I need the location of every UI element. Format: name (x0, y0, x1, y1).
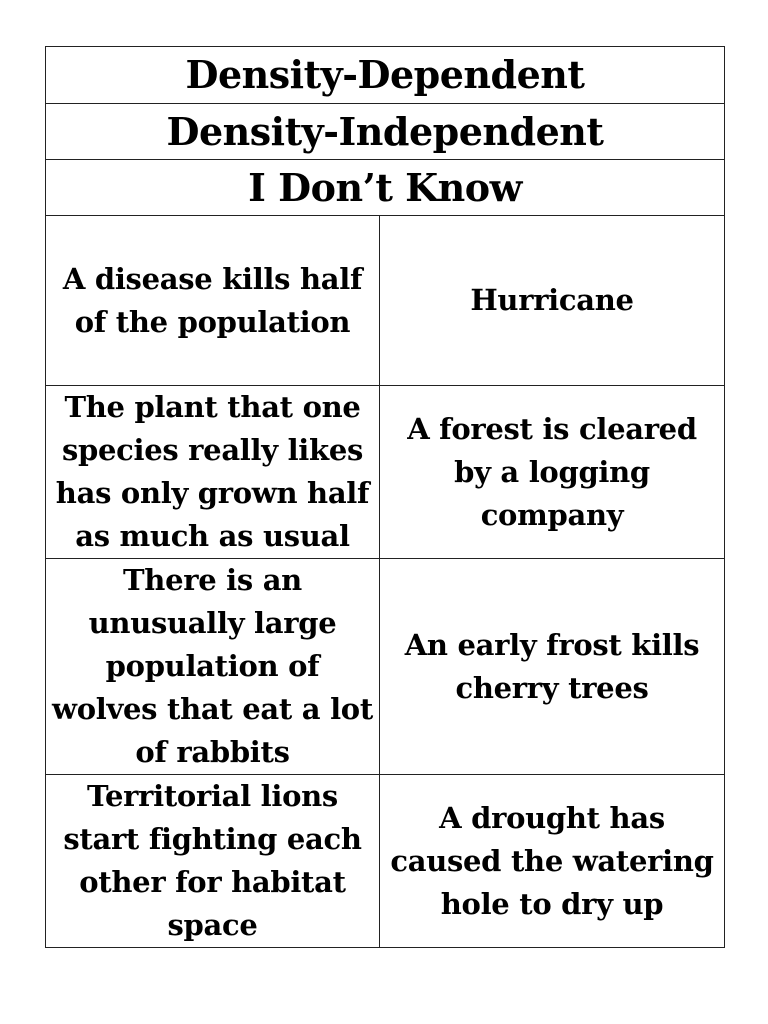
card-hurricane[interactable]: Hurricane (380, 216, 725, 386)
card-disease[interactable]: A disease kills half of the population (46, 216, 380, 386)
card-row (46, 775, 725, 948)
header-i-dont-know[interactable]: I Don’t Know (46, 160, 725, 216)
card-wolves[interactable]: There is an unusually large population of wolves that eat a lot of rabbits (46, 559, 380, 775)
card-row (46, 559, 725, 775)
card-drought[interactable]: A drought has caused the watering hole to dry up (380, 775, 725, 948)
sorting-cards-table (45, 46, 725, 948)
card-early-frost[interactable]: An early frost kills cherry trees (380, 559, 725, 775)
header-density-independent[interactable]: Density-Independent (46, 104, 725, 160)
card-plant-growth[interactable]: The plant that one species really likes has only grown half as much as usual (46, 386, 380, 559)
header-density-dependent[interactable]: Density-Dependent (46, 47, 725, 104)
card-territorial-lions[interactable]: Territorial lions start fighting each other for habitat space (46, 775, 380, 948)
header-row-density-independent (46, 104, 725, 160)
header-row-i-dont-know (46, 160, 725, 216)
card-row (46, 386, 725, 559)
card-forest-cleared[interactable]: A forest is cleared by a logging company (380, 386, 725, 559)
card-row (46, 216, 725, 386)
header-row-density-dependent (46, 47, 725, 104)
